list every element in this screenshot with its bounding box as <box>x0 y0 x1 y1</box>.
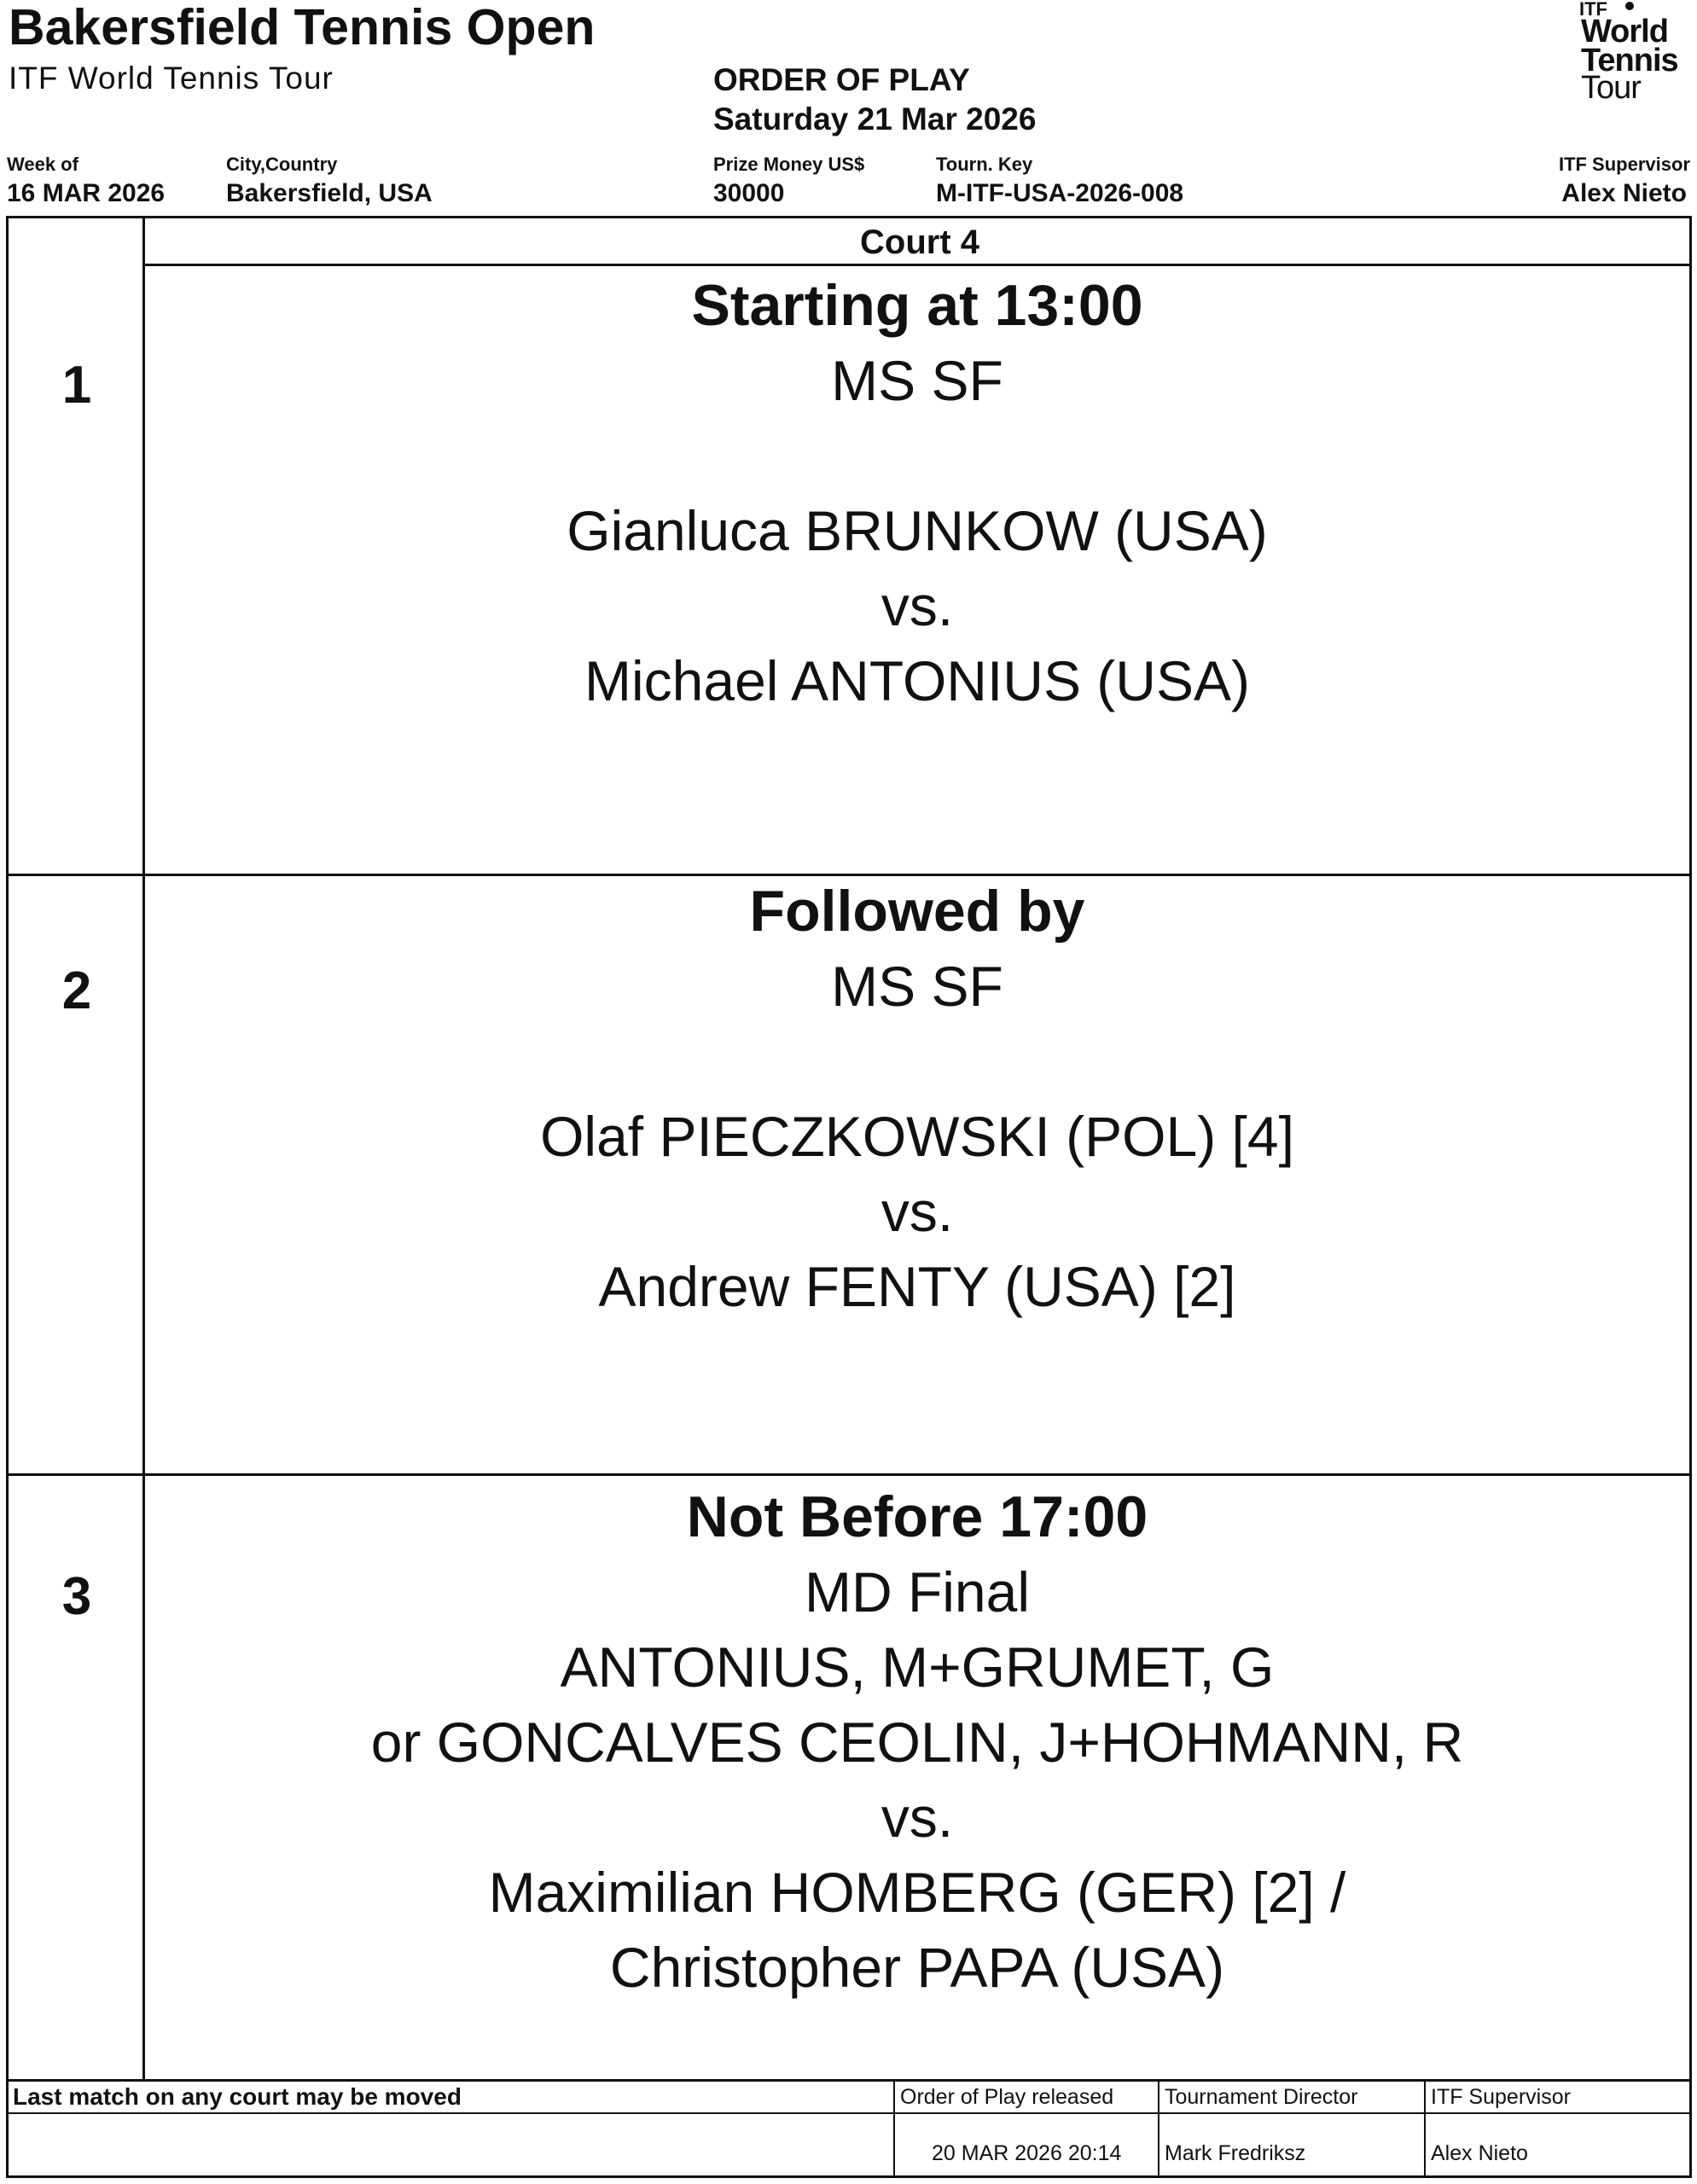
tour-subtitle: ITF World Tennis Tour <box>9 61 334 96</box>
order-of-play-heading: ORDER OF PLAY <box>713 62 970 97</box>
footer-table <box>6 2079 1692 2178</box>
player-2: Michael ANTONIUS (USA) <box>584 649 1250 712</box>
released-value: 20 MAR 2026 20:14 <box>932 2141 1122 2165</box>
match-time: Followed by <box>749 879 1085 944</box>
week-label: Week of <box>7 154 78 175</box>
supervisor-label: ITF Supervisor <box>1558 154 1690 175</box>
footer-note: Last match on any court may be moved <box>13 2083 462 2110</box>
director-value: Mark Fredriksz <box>1165 2141 1306 2165</box>
player-2: Andrew FENTY (USA) [2] <box>598 1255 1236 1318</box>
prize-value: 30000 <box>713 179 785 207</box>
match-2 <box>145 874 1689 1324</box>
match-1 <box>145 268 1689 718</box>
player-1: Olaf PIECZKOWSKI (POL) [4] <box>540 1105 1294 1168</box>
supervisor-value: Alex Nieto <box>1561 179 1687 207</box>
released-label: Order of Play released <box>900 2085 1114 2109</box>
match-event: MS SF <box>831 349 1003 412</box>
city-value: Bakersfield, USA <box>226 179 433 207</box>
player-1: Gianluca BRUNKOW (USA) <box>567 499 1268 562</box>
tourn-key-value: M-ITF-USA-2026-008 <box>936 179 1184 207</box>
vs-label: vs. <box>880 574 954 637</box>
order-of-play-table <box>6 216 1692 2178</box>
match-number: 1 <box>61 356 92 415</box>
team-1-line-2: or GONCALVES CEOLIN, J+HOHMANN, R <box>370 1711 1464 1774</box>
match-3 <box>145 1479 1689 2005</box>
tourn-key-label: Tourn. Key <box>936 154 1033 175</box>
tournament-title: Bakersfield Tennis Open <box>9 0 596 55</box>
vs-label: vs. <box>880 1180 954 1243</box>
match-number: 3 <box>61 1567 92 1626</box>
footer-supervisor-value: Alex Nieto <box>1431 2141 1528 2165</box>
match-number: 2 <box>61 961 92 1020</box>
week-value: 16 MAR 2026 <box>7 179 166 207</box>
match-time: Starting at 13:00 <box>691 273 1143 338</box>
match-time: Not Before 17:00 <box>686 1484 1148 1549</box>
team-1-line-1: ANTONIUS, M+GRUMET, G <box>560 1635 1275 1699</box>
vs-label: vs. <box>880 1786 954 1849</box>
prize-label: Prize Money US$ <box>713 154 865 175</box>
play-date: Saturday 21 Mar 2026 <box>713 102 1037 136</box>
match-event: MS SF <box>831 955 1003 1018</box>
match-event: MD Final <box>804 1560 1031 1623</box>
footer-supervisor-label: ITF Supervisor <box>1431 2085 1571 2109</box>
city-label: City,Country <box>226 154 338 175</box>
director-label: Tournament Director <box>1165 2085 1358 2109</box>
itf-world-tennis-tour-logo: ITF World Tennis Tour <box>1579 0 1678 106</box>
team-2-line-2: Christopher PAPA (USA) <box>609 1936 1225 1999</box>
court-heading: Court 4 <box>860 224 979 261</box>
team-2-line-1: Maximilian HOMBERG (GER) [2] / <box>488 1861 1346 1924</box>
